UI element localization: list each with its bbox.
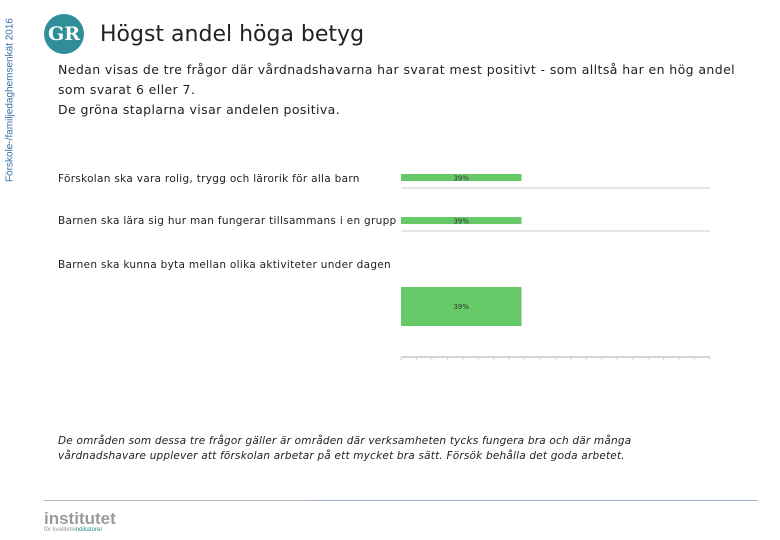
question-label-2: Barnen ska lära sig hur man fungerar tillsammans i en grupp <box>58 215 397 227</box>
intro-line-2: De gröna staplarna visar andelen positiva. <box>58 102 341 117</box>
footer-divider-accent <box>306 500 758 501</box>
institutet-logo-name: institutet <box>44 509 116 528</box>
institutet-logo <box>44 510 116 533</box>
question-label-1: Förskolan ska vara rolig, trygg och lärorik för alla barn <box>58 173 360 185</box>
page-title: Högst andel höga betyg <box>100 22 365 47</box>
gr-logo-text: GR <box>47 23 81 45</box>
footer-text: De områden som dessa tre frågor gäller är områden där verksamheten tycks fungera bra och där många vårdnadshavare upplever att förskolan arbetar på ett mycket bra sätt. Försök behålla det goda arbetet. <box>58 435 632 462</box>
question-label-3: Barnen ska kunna byta mellan olika aktiviteter under dagen <box>58 259 392 271</box>
side-label-text: Förskole-/familjedaghemsenkät 2016 <box>4 18 16 182</box>
bar-value-label-3: 39% <box>453 303 470 311</box>
institutet-logo-sub-b: indikatorer <box>74 527 103 533</box>
intro-line-1: Nedan visas de tre frågor där vårdnadshavarna har svarat mest positivt - som alltså har en hög andel som svarat 6 eller 7. <box>58 62 736 97</box>
institutet-logo-sub-a: för kvalitets <box>44 527 75 533</box>
bar-value-label-2: 39% <box>453 217 470 226</box>
bar-value-label-1: 39% <box>453 174 470 183</box>
footer-divider <box>44 500 306 501</box>
